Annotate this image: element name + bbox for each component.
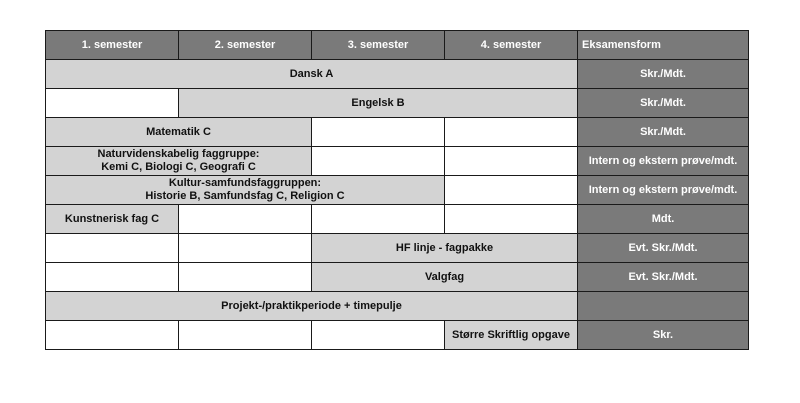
exam-naturvidenskab: Intern og ekstern prøve/mdt. — [578, 147, 749, 176]
subject-engelsk: Engelsk B — [179, 89, 578, 118]
empty-cell — [179, 234, 312, 263]
empty-cell — [46, 321, 179, 350]
header-exam-form: Eksamensform — [578, 31, 749, 60]
exam-kunstnerisk: Mdt. — [578, 205, 749, 234]
subject-valgfag: Valgfag — [312, 263, 578, 292]
header-semester-3: 3. semester — [312, 31, 445, 60]
empty-cell — [46, 234, 179, 263]
subject-matematik: Matematik C — [46, 118, 312, 147]
header-row — [46, 31, 749, 60]
empty-cell — [312, 147, 445, 176]
semester-schedule-table — [45, 30, 749, 350]
header-semester-1: 1. semester — [46, 31, 179, 60]
subject-group-list: Kemi C, Biologi C, Geografi C — [101, 161, 256, 173]
table-row — [46, 205, 749, 234]
exam-projekt-praktik — [578, 292, 749, 321]
subject-kunstnerisk: Kunstnerisk fag C — [46, 205, 179, 234]
table-row — [46, 60, 749, 89]
empty-cell — [46, 263, 179, 292]
subject-dansk: Dansk A — [46, 60, 578, 89]
empty-cell — [312, 321, 445, 350]
subject-group-title: Kultur-samfundsfaggruppen: — [168, 177, 322, 189]
empty-cell — [179, 321, 312, 350]
subject-projekt-praktik: Projekt-/praktikperiode + timepulje — [46, 292, 578, 321]
table-row — [46, 147, 749, 176]
exam-matematik: Skr./Mdt. — [578, 118, 749, 147]
exam-dansk: Skr./Mdt. — [578, 60, 749, 89]
empty-cell — [46, 89, 179, 118]
exam-hf-linje: Evt. Skr./Mdt. — [578, 234, 749, 263]
header-semester-4: 4. semester — [445, 31, 578, 60]
subject-hf-linje: HF linje - fagpakke — [312, 234, 578, 263]
exam-engelsk: Skr./Mdt. — [578, 89, 749, 118]
schedule-container — [45, 30, 749, 350]
table-row — [46, 292, 749, 321]
exam-valgfag: Evt. Skr./Mdt. — [578, 263, 749, 292]
table-row — [46, 176, 749, 205]
empty-cell — [312, 205, 445, 234]
subject-stoerre-skriftlig: Større Skriftlig opgave — [445, 321, 578, 350]
empty-cell — [445, 118, 578, 147]
table-row — [46, 89, 749, 118]
header-semester-2: 2. semester — [179, 31, 312, 60]
subject-kultur-samfund — [46, 176, 445, 205]
subject-naturvidenskab — [46, 147, 312, 176]
empty-cell — [445, 176, 578, 205]
table-row — [46, 118, 749, 147]
subject-group-list: Historie B, Samfundsfag C, Religion C — [145, 190, 345, 202]
empty-cell — [179, 205, 312, 234]
empty-cell — [445, 147, 578, 176]
table-row — [46, 234, 749, 263]
table-row — [46, 321, 749, 350]
empty-cell — [312, 118, 445, 147]
exam-stoerre-skriftlig: Skr. — [578, 321, 749, 350]
empty-cell — [445, 205, 578, 234]
table-row — [46, 263, 749, 292]
subject-group-title: Naturvidenskabelig faggruppe: — [97, 148, 260, 160]
empty-cell — [179, 263, 312, 292]
exam-kultur-samfund: Intern og ekstern prøve/mdt. — [578, 176, 749, 205]
